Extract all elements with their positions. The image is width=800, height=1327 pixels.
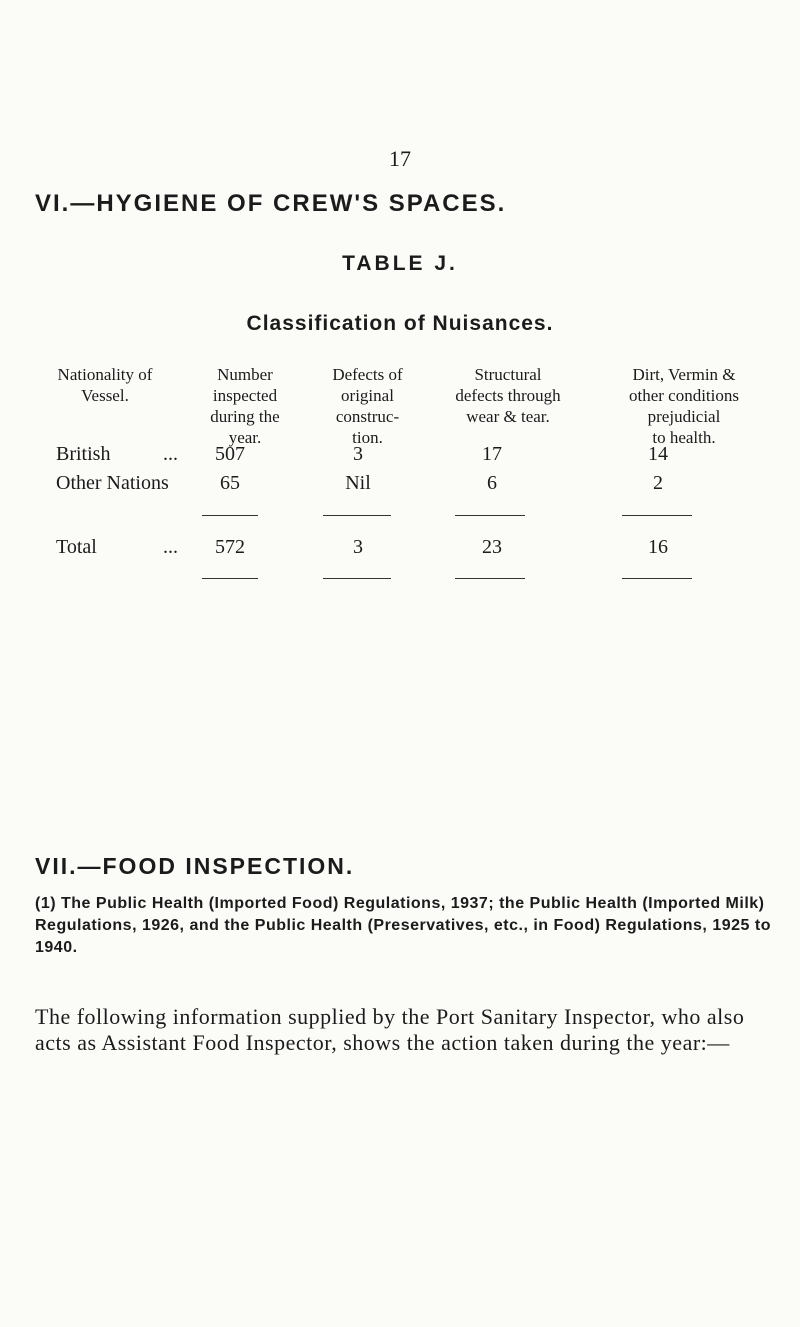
table-caption: Classification of Nuisances. (246, 312, 554, 335)
header-structural: Structural defects through wear & tear. (455, 365, 561, 426)
body-paragraph: The following information supplied by the Port Sanitary Inspector, who also acts as Assistant Food Inspector, shows the action taken during the year:— (35, 1004, 745, 1055)
header-inspected: Number inspected during the year. (210, 365, 280, 447)
row-structural: 17 (482, 443, 502, 465)
header-dirt: Dirt, Vermin & other conditions prejudicial to health. (628, 365, 739, 447)
total-dots: ... (163, 536, 178, 558)
rule-inspected-bottom (202, 578, 258, 579)
total-structural: 23 (482, 536, 502, 558)
rule-structural-bottom (455, 578, 525, 579)
rule-inspected-top (202, 515, 258, 516)
row-inspected: 507 (215, 443, 245, 465)
rule-dirt-bottom (622, 578, 692, 579)
total-defects: 3 (353, 536, 363, 558)
section-vii-title: VII.—FOOD INSPECTION. (35, 853, 355, 879)
total-dirt: 16 (648, 536, 668, 558)
table-label: TABLE J. (342, 252, 458, 275)
row-structural: 6 (487, 472, 497, 494)
row-nationality: British (56, 443, 111, 465)
rule-defects-bottom (323, 578, 391, 579)
row-dirt: 14 (648, 443, 668, 465)
header-defects: Defects of original construc- tion. (332, 365, 403, 447)
row-dirt: 2 (653, 472, 663, 494)
rule-dirt-top (622, 515, 692, 516)
regulations-text: (1) The Public Health (Imported Food) Regulations, 1937; the Public Health (Imported Milk) Regulations, 1926, and the Public Health (Preservatives, etc., in Food) Regulations, 1925 to 1940. (35, 895, 771, 956)
row-defects: Nil (345, 472, 371, 494)
total-inspected: 572 (215, 536, 245, 558)
section-vi-title: VI.—HYGIENE OF CREW'S SPACES. (35, 190, 507, 217)
total-label: Total (56, 536, 97, 558)
row-inspected: 65 (220, 472, 240, 494)
rule-defects-top (323, 515, 391, 516)
row-defects: 3 (353, 443, 363, 465)
rule-structural-top (455, 515, 525, 516)
row-dots: ... (163, 443, 178, 465)
row-nationality: Other Nations (56, 472, 169, 494)
header-nationality: Nationality of Vessel. (57, 365, 153, 405)
page-number: 17 (389, 146, 411, 171)
